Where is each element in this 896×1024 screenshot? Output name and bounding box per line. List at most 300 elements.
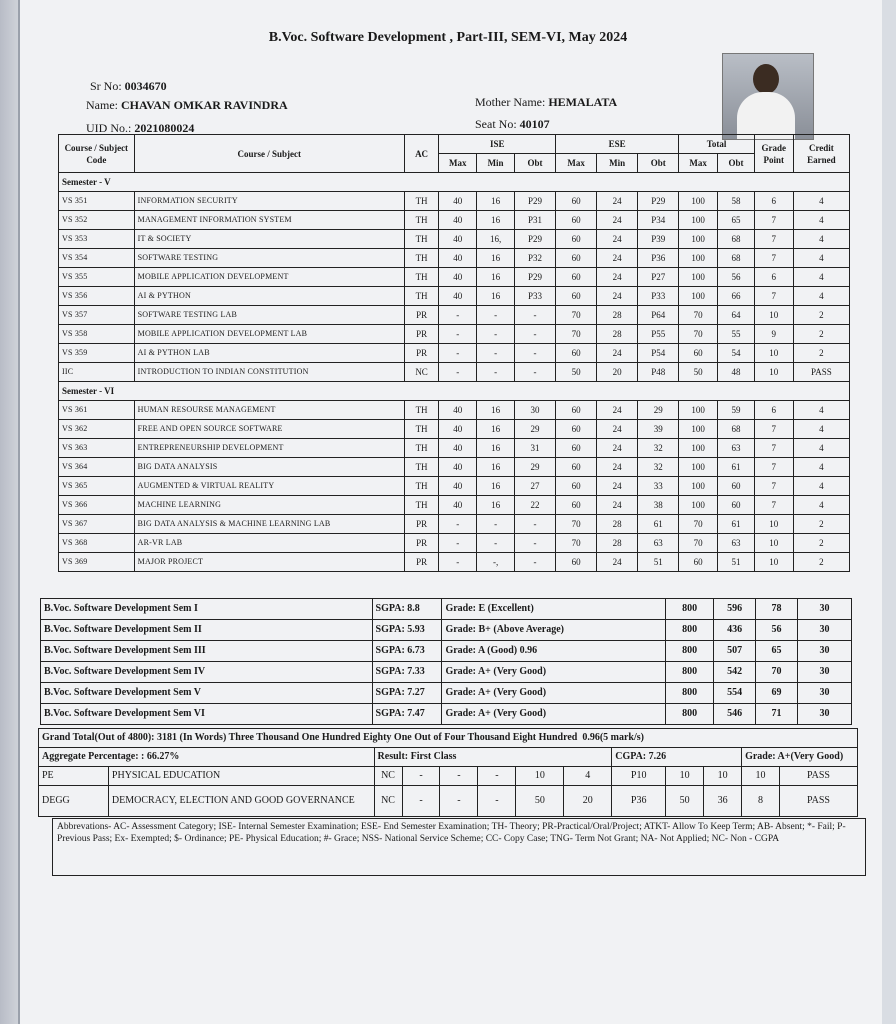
result-row bbox=[39, 748, 858, 767]
semester-v-course-cell: 60 bbox=[556, 344, 597, 363]
semester-vi-course-cell: AR-VR LAB bbox=[134, 534, 404, 553]
semester-vi-course-cell: 63 bbox=[718, 439, 755, 458]
semester-v-course-cell: 54 bbox=[718, 344, 755, 363]
semester-v-course-cell: 4 bbox=[793, 192, 849, 211]
semester-v-course-cell: TH bbox=[404, 192, 439, 211]
summary-cell: 546 bbox=[714, 704, 756, 725]
name-line: Name: CHAVAN OMKAR RAVINDRA bbox=[86, 98, 288, 112]
abbreviations-note: Abbrevations- AC- Assessment Category; ISE- Internal Semester Examination; ESE- End Semester Examination; TH- Theory; PR-Practical/Oral/Project; ATKT- Allow To Keep Term; AB- Absent; *- Fail; P- Previous Pass; Ex- Exempted; $- Ordinance; PE- Physical Education; #- Grace; NSS- National Service Scheme; CC- Copy Case; TNG- Term Not Grant; NA- Not Applied; NC- Non - CGPA bbox=[52, 818, 866, 876]
seat-no: 40107 bbox=[519, 117, 550, 131]
non-cgpa-course-cell: - bbox=[402, 767, 440, 786]
semester-v-course-cell: PR bbox=[404, 344, 439, 363]
semester-vi-course-cell: 60 bbox=[556, 477, 597, 496]
summary-body bbox=[41, 599, 852, 725]
semester-v-row bbox=[59, 173, 850, 192]
summary-cell: 69 bbox=[756, 683, 798, 704]
summary-cell: SGPA: 7.47 bbox=[372, 704, 442, 725]
semester-v-course-cell: MANAGEMENT INFORMATION SYSTEM bbox=[134, 211, 404, 230]
semester-v-course-cell: 16 bbox=[477, 268, 515, 287]
semester-vi-course-cell: 100 bbox=[679, 439, 718, 458]
semester-v-course-cell: 24 bbox=[597, 344, 638, 363]
sr-no-line: Sr No: 0034670 bbox=[90, 79, 167, 93]
grace-marks: 0.96(5 mark/s) bbox=[582, 732, 644, 743]
summary-cell: Grade: A+ (Very Good) bbox=[442, 683, 666, 704]
semester-v-course-cell: 16 bbox=[477, 211, 515, 230]
semester-vi-course-cell: 16 bbox=[477, 420, 515, 439]
semester-vi-course-cell: 16 bbox=[477, 496, 515, 515]
semester-vi-course-cell: 29 bbox=[638, 401, 679, 420]
semester-vi-course-cell: 61 bbox=[638, 515, 679, 534]
summary-cell: 800 bbox=[666, 683, 714, 704]
semester-v-course-cell: 2 bbox=[793, 306, 849, 325]
non-cgpa-course-row bbox=[39, 786, 858, 817]
semester-vi-course-cell: 40 bbox=[439, 401, 477, 420]
sr-no: 0034670 bbox=[124, 79, 167, 93]
summary-cell: 30 bbox=[798, 683, 852, 704]
semester-vi-course-cell: BIG DATA ANALYSIS bbox=[134, 458, 404, 477]
semester-v-course-cell: 40 bbox=[439, 249, 477, 268]
semester-v-course-cell: 60 bbox=[679, 344, 718, 363]
semester-vi-course-cell: 31 bbox=[514, 439, 555, 458]
semester-vi-course-cell: 16 bbox=[477, 439, 515, 458]
semester-vi-course-cell: - bbox=[514, 515, 555, 534]
semester-vi-course-cell: TH bbox=[404, 477, 439, 496]
total-obt-header: Obt bbox=[718, 154, 755, 173]
non-cgpa-course-cell: 10 bbox=[742, 767, 780, 786]
semester-v-course-row bbox=[59, 287, 850, 306]
semester-vi-course-cell: -, bbox=[477, 553, 515, 572]
semester-v-course-cell: 50 bbox=[679, 363, 718, 382]
result-class: Result: First Class bbox=[374, 748, 612, 767]
summary-cell: 800 bbox=[666, 620, 714, 641]
semester-summary-row bbox=[41, 704, 852, 725]
semester-v-course-cell: 60 bbox=[556, 268, 597, 287]
semester-vi-course-cell: 24 bbox=[597, 458, 638, 477]
student-name: CHAVAN OMKAR RAVINDRA bbox=[121, 98, 288, 112]
semester-vi-course-cell: MACHINE LEARNING bbox=[134, 496, 404, 515]
semester-v-course-cell: 16 bbox=[477, 192, 515, 211]
semester-v-course-cell: 60 bbox=[556, 230, 597, 249]
ese-max-header: Max bbox=[556, 154, 597, 173]
semester-vi-course-cell: 22 bbox=[514, 496, 555, 515]
non-cgpa-course-cell: 50 bbox=[666, 786, 704, 817]
semester-vi-course-cell: 16 bbox=[477, 401, 515, 420]
semester-vi-course-cell: 51 bbox=[638, 553, 679, 572]
summary-cell: 30 bbox=[798, 599, 852, 620]
semester-v-course-cell: P32 bbox=[514, 249, 555, 268]
semester-v-course-cell: 7 bbox=[754, 211, 793, 230]
semester-v-course-cell: 7 bbox=[754, 287, 793, 306]
semester-v-course-cell: - bbox=[514, 344, 555, 363]
non-cgpa-course-cell: - bbox=[478, 786, 516, 817]
non-cgpa-course-cell: 8 bbox=[742, 786, 780, 817]
non-cgpa-course-cell: 10 bbox=[516, 767, 564, 786]
semester-v-course-cell: 60 bbox=[556, 287, 597, 306]
semester-v-course-cell: 100 bbox=[679, 249, 718, 268]
semester-v-course-cell: - bbox=[514, 325, 555, 344]
semester-vi-course-row bbox=[59, 401, 850, 420]
semester-v-course-cell: 40 bbox=[439, 230, 477, 249]
student-photo bbox=[722, 53, 814, 140]
non-cgpa-course-cell: NC bbox=[374, 767, 402, 786]
semester-v-course-cell: 24 bbox=[597, 192, 638, 211]
semester-vi-course-cell: VS 365 bbox=[59, 477, 135, 496]
semester-vi-course-cell: 100 bbox=[679, 401, 718, 420]
summary-cell: SGPA: 7.27 bbox=[372, 683, 442, 704]
semester-v-course-cell: MOBILE APPLICATION DEVELOPMENT LAB bbox=[134, 325, 404, 344]
semester-v-course-cell: 16 bbox=[477, 249, 515, 268]
semester-vi-course-cell: 32 bbox=[638, 439, 679, 458]
ise-obt-header: Obt bbox=[514, 154, 555, 173]
semester-vi-course-cell: 32 bbox=[638, 458, 679, 477]
semester-vi-label: Semester - VI bbox=[59, 382, 850, 401]
semester-v-course-cell: P54 bbox=[638, 344, 679, 363]
semester-vi-course-cell: 40 bbox=[439, 458, 477, 477]
semester-vi-course-cell: 70 bbox=[556, 515, 597, 534]
semester-v-course-cell: TH bbox=[404, 211, 439, 230]
semester-vi-course-cell: 59 bbox=[718, 401, 755, 420]
grand-total-text: Grand Total(Out of 4800): 3181 (In Words) Three Thousand One Hundred Eighty One Out of Four Thousand Eight Hundred bbox=[42, 732, 578, 743]
non-cgpa-course-cell: - bbox=[440, 767, 478, 786]
semester-v-course-cell: - bbox=[477, 306, 515, 325]
semester-v-course-cell: 100 bbox=[679, 211, 718, 230]
semester-v-course-cell: - bbox=[514, 363, 555, 382]
semester-vi-course-cell: TH bbox=[404, 458, 439, 477]
semester-vi-course-cell: VS 364 bbox=[59, 458, 135, 477]
semester-v-course-cell: SOFTWARE TESTING bbox=[134, 249, 404, 268]
photo-head-shape bbox=[753, 64, 779, 94]
semester-vi-course-cell: ENTREPRENEURSHIP DEVELOPMENT bbox=[134, 439, 404, 458]
semester-vi-course-cell: - bbox=[439, 534, 477, 553]
semester-vi-course-cell: BIG DATA ANALYSIS & MACHINE LEARNING LAB bbox=[134, 515, 404, 534]
non-cgpa-course-cell: PASS bbox=[780, 767, 858, 786]
semester-v-course-cell: MOBILE APPLICATION DEVELOPMENT bbox=[134, 268, 404, 287]
semester-vi-course-cell: 7 bbox=[754, 439, 793, 458]
semester-vi-course-cell: 24 bbox=[597, 439, 638, 458]
semester-v-course-cell: 16, bbox=[477, 230, 515, 249]
semester-v-course-cell: 4 bbox=[793, 268, 849, 287]
semester-vi-course-row bbox=[59, 477, 850, 496]
semester-vi-course-cell: 7 bbox=[754, 496, 793, 515]
semester-v-course-cell: P64 bbox=[638, 306, 679, 325]
summary-cell: 542 bbox=[714, 662, 756, 683]
semester-vi-course-cell: 10 bbox=[754, 515, 793, 534]
semester-v-course-cell: 40 bbox=[439, 287, 477, 306]
semester-v-course-row bbox=[59, 192, 850, 211]
semester-vi-course-cell: 60 bbox=[679, 553, 718, 572]
semester-v-course-cell: P55 bbox=[638, 325, 679, 344]
semester-vi-course-cell: 40 bbox=[439, 496, 477, 515]
summary-cell: 70 bbox=[756, 662, 798, 683]
semester-v-course-cell: 4 bbox=[793, 249, 849, 268]
semester-vi-course-cell: 100 bbox=[679, 458, 718, 477]
non-cgpa-course-cell: PASS bbox=[780, 786, 858, 817]
semester-vi-course-cell: MAJOR PROJECT bbox=[134, 553, 404, 572]
summary-cell: 800 bbox=[666, 599, 714, 620]
semester-vi-course-cell: 60 bbox=[556, 458, 597, 477]
semester-vi-course-cell: 24 bbox=[597, 496, 638, 515]
summary-cell: Grade: A+ (Very Good) bbox=[442, 662, 666, 683]
semester-v-course-cell: 9 bbox=[754, 325, 793, 344]
semester-v-course-row bbox=[59, 344, 850, 363]
semester-v-course-cell: P29 bbox=[514, 230, 555, 249]
semester-v-course-cell: VS 357 bbox=[59, 306, 135, 325]
semester-v-course-cell: 100 bbox=[679, 230, 718, 249]
semester-vi-course-cell: 7 bbox=[754, 458, 793, 477]
semester-vi-course-cell: 4 bbox=[793, 420, 849, 439]
semester-vi-course-cell: 29 bbox=[514, 458, 555, 477]
non-cgpa-course-cell: 10 bbox=[704, 767, 742, 786]
semester-vi-course-cell: 40 bbox=[439, 477, 477, 496]
summary-cell: 30 bbox=[798, 704, 852, 725]
semester-v-course-cell: - bbox=[439, 306, 477, 325]
grand-total-cell bbox=[39, 729, 858, 748]
semester-v-course-row bbox=[59, 325, 850, 344]
semester-vi-course-cell: 4 bbox=[793, 458, 849, 477]
semester-v-course-cell: 68 bbox=[718, 249, 755, 268]
semester-vi-course-cell: 24 bbox=[597, 477, 638, 496]
summary-cell: SGPA: 6.73 bbox=[372, 641, 442, 662]
semester-vi-course-cell: 24 bbox=[597, 420, 638, 439]
non-cgpa-course-cell: P10 bbox=[612, 767, 666, 786]
summary-cell: 554 bbox=[714, 683, 756, 704]
semester-v-course-cell: 60 bbox=[556, 211, 597, 230]
semester-vi-row bbox=[59, 382, 850, 401]
semester-v-course-cell: 100 bbox=[679, 192, 718, 211]
semester-v-course-cell: VS 356 bbox=[59, 287, 135, 306]
ese-obt-header: Obt bbox=[638, 154, 679, 173]
semester-v-course-cell: 7 bbox=[754, 230, 793, 249]
header-row-1 bbox=[59, 135, 850, 154]
semester-v-course-cell: 16 bbox=[477, 287, 515, 306]
semester-v-course-cell: P27 bbox=[638, 268, 679, 287]
aggregate-percentage: Aggregate Percentage: : 66.27% bbox=[39, 748, 375, 767]
semester-vi-course-cell: 2 bbox=[793, 553, 849, 572]
semester-vi-course-cell: 27 bbox=[514, 477, 555, 496]
photo-body-shape bbox=[737, 92, 795, 140]
semester-vi-course-cell: - bbox=[514, 534, 555, 553]
semester-v-course-cell: VS 353 bbox=[59, 230, 135, 249]
summary-cell: 30 bbox=[798, 620, 852, 641]
semester-v-course-cell: - bbox=[477, 344, 515, 363]
semester-v-course-cell: 56 bbox=[718, 268, 755, 287]
non-cgpa-course-row bbox=[39, 767, 858, 786]
semester-v-course-cell: 7 bbox=[754, 249, 793, 268]
semester-vi-course-cell: 60 bbox=[718, 477, 755, 496]
semester-v-course-row bbox=[59, 268, 850, 287]
summary-cell: B.Voc. Software Development Sem V bbox=[41, 683, 373, 704]
non-cgpa-course-cell: 20 bbox=[564, 786, 612, 817]
semester-v-course-cell: 60 bbox=[556, 249, 597, 268]
final-grade: Grade: A+(Very Good) bbox=[742, 748, 858, 767]
semester-vi-course-cell: 61 bbox=[718, 458, 755, 477]
non-cgpa-course-cell: 4 bbox=[564, 767, 612, 786]
semester-v-course-cell: 6 bbox=[754, 268, 793, 287]
semester-vi-course-cell: 28 bbox=[597, 515, 638, 534]
semester-v-course-cell: IT & SOCIETY bbox=[134, 230, 404, 249]
summary-cell: 800 bbox=[666, 662, 714, 683]
semester-vi-course-cell: VS 363 bbox=[59, 439, 135, 458]
semester-vi-course-cell: 63 bbox=[638, 534, 679, 553]
summary-cell: B.Voc. Software Development Sem VI bbox=[41, 704, 373, 725]
semester-v-course-cell: SOFTWARE TESTING LAB bbox=[134, 306, 404, 325]
summary-cell: B.Voc. Software Development Sem IV bbox=[41, 662, 373, 683]
non-cgpa-course-cell: P36 bbox=[612, 786, 666, 817]
semester-vi-course-cell: 33 bbox=[638, 477, 679, 496]
summary-cell: Grade: A+ (Very Good) bbox=[442, 704, 666, 725]
semester-vi-course-cell: TH bbox=[404, 420, 439, 439]
uid-no: 2021080024 bbox=[134, 121, 195, 135]
semester-v-course-cell: TH bbox=[404, 249, 439, 268]
semester-v-course-cell: P33 bbox=[638, 287, 679, 306]
non-cgpa-course-cell: 10 bbox=[666, 767, 704, 786]
semester-v-course-cell: 28 bbox=[597, 325, 638, 344]
summary-cell: SGPA: 5.93 bbox=[372, 620, 442, 641]
cgpa-value: CGPA: 7.26 bbox=[612, 748, 742, 767]
ac-header: AC bbox=[404, 135, 439, 173]
semester-v-course-cell: P31 bbox=[514, 211, 555, 230]
semester-vi-course-row bbox=[59, 496, 850, 515]
semester-v-course-cell: 68 bbox=[718, 230, 755, 249]
semester-v-course-cell: VS 358 bbox=[59, 325, 135, 344]
semester-v-course-cell: NC bbox=[404, 363, 439, 382]
semester-v-course-cell: - bbox=[477, 325, 515, 344]
semester-v-course-cell: - bbox=[439, 363, 477, 382]
semester-v-course-cell: - bbox=[439, 325, 477, 344]
semester-v-course-cell: 65 bbox=[718, 211, 755, 230]
non-cgpa-course-cell: - bbox=[440, 786, 478, 817]
semester-vi-course-cell: 40 bbox=[439, 439, 477, 458]
semester-vi-course-cell: - bbox=[439, 553, 477, 572]
semester-v-course-cell: INFORMATION SECURITY bbox=[134, 192, 404, 211]
semester-vi-course-row bbox=[59, 458, 850, 477]
semester-v-course-cell: 40 bbox=[439, 268, 477, 287]
semester-v-course-cell: 24 bbox=[597, 287, 638, 306]
semester-vi-course-cell: 16 bbox=[477, 477, 515, 496]
semester-summary-row bbox=[41, 620, 852, 641]
semester-vi-course-cell: 4 bbox=[793, 477, 849, 496]
semester-v-course-cell: P29 bbox=[638, 192, 679, 211]
semester-v-course-cell: P29 bbox=[514, 192, 555, 211]
semester-summary-row bbox=[41, 683, 852, 704]
semester-vi-course-row bbox=[59, 553, 850, 572]
semester-vi-course-cell: 2 bbox=[793, 515, 849, 534]
semester-v-course-cell: - bbox=[514, 306, 555, 325]
summary-cell: 596 bbox=[714, 599, 756, 620]
non-cgpa-course-cell: - bbox=[478, 767, 516, 786]
semester-v-course-cell: P29 bbox=[514, 268, 555, 287]
ese-header: ESE bbox=[556, 135, 679, 154]
semester-vi-course-cell: HUMAN RESOURSE MANAGEMENT bbox=[134, 401, 404, 420]
summary-table bbox=[40, 598, 852, 725]
semester-vi-course-cell: 39 bbox=[638, 420, 679, 439]
semester-vi-course-cell: 28 bbox=[597, 534, 638, 553]
semester-vi-course-cell: VS 369 bbox=[59, 553, 135, 572]
semester-vi-course-cell: 60 bbox=[556, 401, 597, 420]
semester-vi-course-row bbox=[59, 439, 850, 458]
semester-v-course-cell: VS 351 bbox=[59, 192, 135, 211]
seat-line: Seat No: 40107 bbox=[475, 117, 550, 131]
semester-v-course-cell: PR bbox=[404, 325, 439, 344]
semester-v-course-cell: P39 bbox=[638, 230, 679, 249]
semester-v-course-cell: 28 bbox=[597, 306, 638, 325]
semester-v-course-cell: VS 355 bbox=[59, 268, 135, 287]
summary-cell: 56 bbox=[756, 620, 798, 641]
semester-v-course-cell: 2 bbox=[793, 344, 849, 363]
semester-v-course-cell: TH bbox=[404, 230, 439, 249]
semester-v-course-cell: 50 bbox=[556, 363, 597, 382]
semester-vi-course-cell: 6 bbox=[754, 401, 793, 420]
semester-vi-course-cell: 10 bbox=[754, 534, 793, 553]
summary-cell: SGPA: 7.33 bbox=[372, 662, 442, 683]
semester-vi-course-cell: FREE AND OPEN SOURCE SOFTWARE bbox=[134, 420, 404, 439]
semester-v-course-cell: 20 bbox=[597, 363, 638, 382]
semester-vi-course-cell: 68 bbox=[718, 420, 755, 439]
marks-body bbox=[59, 173, 850, 572]
semester-v-course-cell: 2 bbox=[793, 325, 849, 344]
semester-v-course-cell: 4 bbox=[793, 287, 849, 306]
semester-v-course-row bbox=[59, 306, 850, 325]
non-cgpa-course-cell: 50 bbox=[516, 786, 564, 817]
semester-vi-course-cell: 60 bbox=[556, 553, 597, 572]
semester-vi-course-cell: 51 bbox=[718, 553, 755, 572]
semester-v-course-cell: 4 bbox=[793, 211, 849, 230]
semester-vi-course-row bbox=[59, 420, 850, 439]
summary-cell: Grade: E (Excellent) bbox=[442, 599, 666, 620]
semester-vi-course-cell: VS 362 bbox=[59, 420, 135, 439]
semester-v-course-row bbox=[59, 363, 850, 382]
semester-vi-course-cell: 70 bbox=[556, 534, 597, 553]
semester-v-course-cell: - bbox=[439, 344, 477, 363]
subject-header: Course / Subject bbox=[134, 135, 404, 173]
semester-v-course-cell: VS 354 bbox=[59, 249, 135, 268]
semester-vi-course-cell: VS 368 bbox=[59, 534, 135, 553]
semester-vi-course-cell: - bbox=[477, 534, 515, 553]
grade-point-header: Grade Point bbox=[754, 135, 793, 173]
semester-vi-course-cell: 7 bbox=[754, 477, 793, 496]
semester-v-course-row bbox=[59, 230, 850, 249]
summary-cell: 30 bbox=[798, 641, 852, 662]
semester-summary-row bbox=[41, 599, 852, 620]
summary-cell: 71 bbox=[756, 704, 798, 725]
semester-v-course-cell: 40 bbox=[439, 211, 477, 230]
result-body bbox=[39, 729, 858, 817]
semester-v-course-cell: 66 bbox=[718, 287, 755, 306]
semester-v-course-cell: 6 bbox=[754, 192, 793, 211]
semester-v-course-cell: 70 bbox=[556, 306, 597, 325]
summary-cell: B.Voc. Software Development Sem II bbox=[41, 620, 373, 641]
summary-cell: Grade: A (Good) 0.96 bbox=[442, 641, 666, 662]
semester-v-course-cell: VS 359 bbox=[59, 344, 135, 363]
semester-v-course-cell: P36 bbox=[638, 249, 679, 268]
semester-vi-course-cell: 7 bbox=[754, 420, 793, 439]
semester-vi-course-row bbox=[59, 515, 850, 534]
semester-v-course-cell: IIC bbox=[59, 363, 135, 382]
semester-v-course-row bbox=[59, 249, 850, 268]
semester-vi-course-cell: 4 bbox=[793, 401, 849, 420]
marks-table bbox=[58, 134, 850, 572]
total-max-header: Max bbox=[679, 154, 718, 173]
semester-v-label: Semester - V bbox=[59, 173, 850, 192]
ise-header: ISE bbox=[439, 135, 556, 154]
semester-vi-course-cell: 100 bbox=[679, 420, 718, 439]
semester-v-course-cell: 10 bbox=[754, 306, 793, 325]
semester-v-course-cell: 10 bbox=[754, 344, 793, 363]
semester-v-course-cell: 24 bbox=[597, 249, 638, 268]
ise-max-header: Max bbox=[439, 154, 477, 173]
semester-summary-row bbox=[41, 641, 852, 662]
non-cgpa-course-cell: DEGG bbox=[39, 786, 109, 817]
